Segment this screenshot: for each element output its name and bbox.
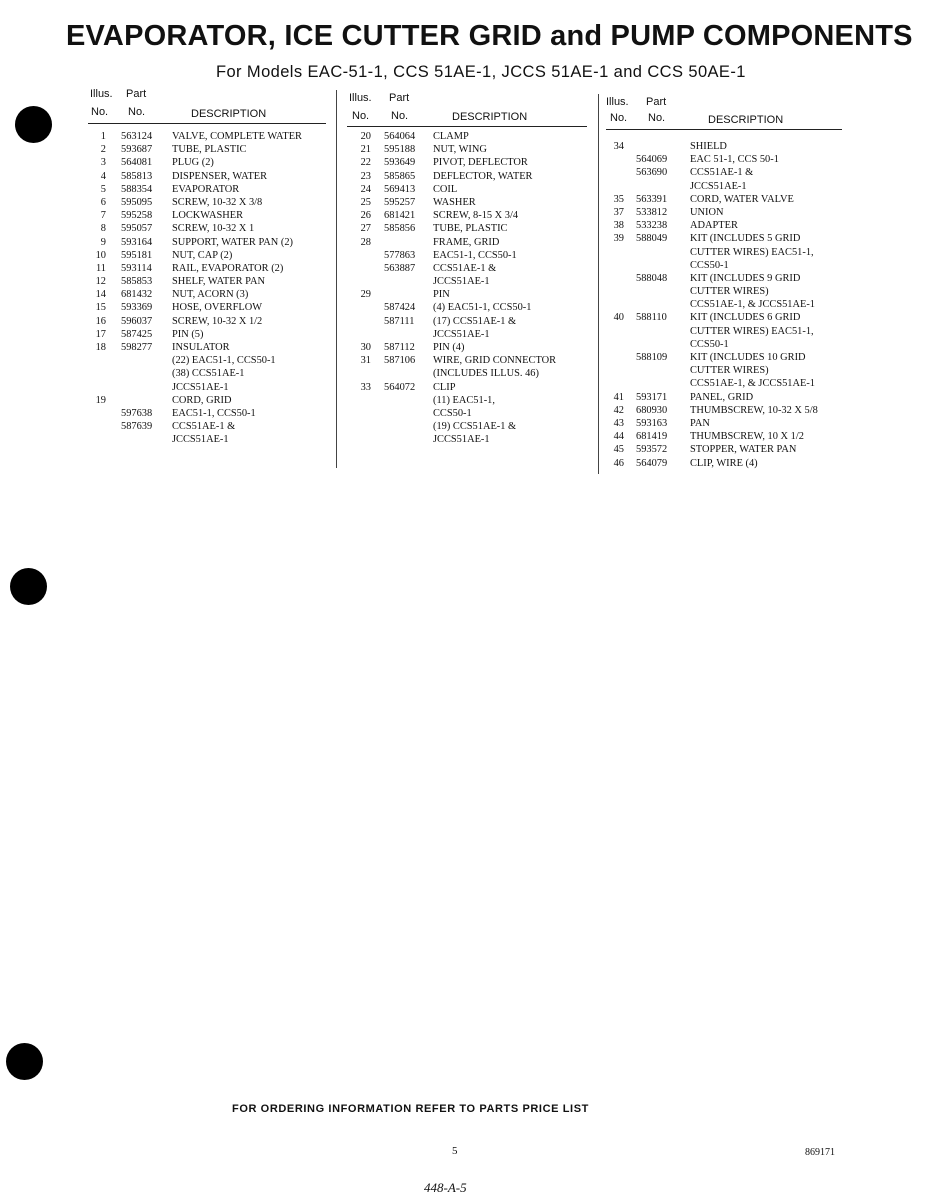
part-description: FRAME, GRID xyxy=(433,236,500,248)
part-row xyxy=(606,140,846,153)
part-number: 585813 xyxy=(121,170,153,182)
part-description: PIN xyxy=(433,289,450,301)
part-no-label: No. xyxy=(648,112,666,124)
part-row xyxy=(88,433,328,446)
part-row xyxy=(88,156,328,169)
parts-rows xyxy=(347,130,587,447)
illus-number: 22 xyxy=(360,157,371,169)
part-row xyxy=(88,315,328,328)
part-number: 587106 xyxy=(384,355,416,367)
part-number: 587111 xyxy=(384,315,415,327)
part-number: 563391 xyxy=(636,193,668,205)
part-description: CCS50-1 xyxy=(690,259,729,271)
part-row xyxy=(606,206,846,219)
illus-number: 4 xyxy=(100,170,106,182)
part-number: 593163 xyxy=(636,417,668,429)
part-number: 577863 xyxy=(384,249,416,261)
illus-number: 11 xyxy=(95,262,106,274)
part-number: 587112 xyxy=(384,342,415,353)
part-description: EAC 51-1, CCS 50-1 xyxy=(690,154,779,166)
part-number: 593164 xyxy=(121,236,153,248)
parts-rows xyxy=(606,140,846,470)
illus-number: 9 xyxy=(100,236,106,248)
part-number: 533812 xyxy=(636,206,668,218)
part-row xyxy=(347,288,587,301)
part-description: PIVOT, DEFLECTOR xyxy=(433,157,528,169)
part-description: CCS51AE-1, & JCCS51AE-1 xyxy=(690,299,815,311)
parts-column-3 xyxy=(606,88,846,470)
part-row xyxy=(606,325,846,338)
illus-number: 12 xyxy=(95,276,106,288)
page-title: EVAPORATOR, ICE CUTTER GRID and PUMP COMPONENTS xyxy=(66,20,913,52)
column-divider-1 xyxy=(336,90,337,468)
illus-number: 29 xyxy=(360,289,371,301)
part-row xyxy=(347,433,587,446)
part-number: 569413 xyxy=(384,183,416,195)
part-row xyxy=(88,341,328,354)
part-description: SHELF, WATER PAN xyxy=(172,276,265,288)
part-description: NUT, CAP (2) xyxy=(172,249,233,261)
illus-label: Illus. xyxy=(349,92,372,104)
part-number: 598277 xyxy=(121,342,153,353)
part-number: 564081 xyxy=(121,157,153,169)
part-row xyxy=(606,246,846,259)
part-description: (19) CCS51AE-1 & xyxy=(433,421,517,433)
illus-number: 20 xyxy=(360,131,371,142)
part-description: CUTTER WIRES) xyxy=(690,365,769,377)
part-number: 588048 xyxy=(636,272,668,284)
part-row xyxy=(606,417,846,430)
part-row xyxy=(606,404,846,417)
part-number: 563124 xyxy=(121,131,153,142)
part-description: INSULATOR xyxy=(172,342,230,353)
part-row xyxy=(606,377,846,390)
part-number: 681421 xyxy=(384,210,416,222)
parts-rows xyxy=(88,130,328,447)
part-description: JCCS51AE-1 xyxy=(690,180,747,192)
part-description: SCREW, 8-15 X 3/4 xyxy=(433,210,519,222)
illus-number: 21 xyxy=(360,144,371,156)
part-description: JCCS51AE-1 xyxy=(433,276,490,288)
part-row xyxy=(347,130,587,143)
part-description: CCS51AE-1 & xyxy=(172,421,236,433)
part-description: (17) CCS51AE-1 & xyxy=(433,315,517,327)
part-row xyxy=(606,180,846,193)
part-number: 595188 xyxy=(384,144,416,156)
part-number: 680930 xyxy=(636,404,668,416)
part-row xyxy=(347,209,587,222)
illus-number: 6 xyxy=(100,196,106,208)
part-description: RAIL, EVAPORATOR (2) xyxy=(172,262,284,274)
part-description: THUMBSCREW, 10 X 1/2 xyxy=(690,431,804,443)
part-description: (38) CCS51AE-1 xyxy=(172,368,245,380)
part-no-label: No. xyxy=(128,106,146,118)
part-number: 597638 xyxy=(121,407,153,419)
illus-number: 41 xyxy=(613,391,624,403)
part-number: 595095 xyxy=(121,196,153,208)
illus-number: 38 xyxy=(613,220,624,232)
illus-label: Illus. xyxy=(606,96,629,108)
part-row xyxy=(88,328,328,341)
part-description: ADAPTER xyxy=(690,220,738,232)
part-description: JCCS51AE-1 xyxy=(433,434,490,446)
part-description: PAN xyxy=(690,417,710,429)
part-row xyxy=(88,407,328,420)
part-description: COIL xyxy=(433,183,458,195)
part-number: 585865 xyxy=(384,170,416,182)
part-description: CORD, WATER VALVE xyxy=(690,193,794,205)
part-row xyxy=(347,156,587,169)
part-row xyxy=(88,420,328,433)
part-number: 593369 xyxy=(121,302,153,314)
document-number: 869171 xyxy=(805,1147,835,1158)
part-description: STOPPER, WATER PAN xyxy=(690,444,797,456)
part-row xyxy=(606,443,846,456)
part-description: DEFLECTOR, WATER xyxy=(433,170,533,182)
part-description: SUPPORT, WATER PAN (2) xyxy=(172,236,294,248)
part-row xyxy=(347,143,587,156)
part-description: EAC51-1, CCS50-1 xyxy=(172,407,256,419)
part-description: CLAMP xyxy=(433,131,469,142)
part-row xyxy=(606,272,846,285)
part-row xyxy=(88,367,328,380)
part-row xyxy=(606,219,846,232)
part-row xyxy=(347,170,587,183)
illus-number: 40 xyxy=(613,312,624,324)
part-description: NUT, ACORN (3) xyxy=(172,289,249,301)
illus-number: 39 xyxy=(613,233,624,245)
column-header xyxy=(88,88,328,130)
part-label: Part xyxy=(646,96,667,108)
part-row xyxy=(347,367,587,380)
part-row xyxy=(606,338,846,351)
part-row xyxy=(88,354,328,367)
illus-number: 17 xyxy=(95,328,106,340)
description-label: DESCRIPTION xyxy=(452,111,528,123)
part-description: KIT (INCLUDES 6 GRID xyxy=(690,312,801,324)
part-row xyxy=(606,430,846,443)
punch-hole-top xyxy=(15,106,52,143)
part-row xyxy=(88,209,328,222)
part-number: 564072 xyxy=(384,381,416,393)
part-description: CORD, GRID xyxy=(172,394,232,406)
part-number: 564064 xyxy=(384,131,416,142)
part-number: 585856 xyxy=(384,223,416,235)
part-number: 587424 xyxy=(384,302,416,314)
part-number: 533238 xyxy=(636,220,668,232)
illus-number: 2 xyxy=(100,144,106,156)
part-row xyxy=(347,196,587,209)
part-label: Part xyxy=(126,88,147,100)
illus-number: 30 xyxy=(360,342,371,353)
part-row xyxy=(606,153,846,166)
part-row xyxy=(88,288,328,301)
part-row xyxy=(606,298,846,311)
part-row xyxy=(88,183,328,196)
illus-number: 1 xyxy=(100,131,106,142)
part-row xyxy=(347,354,587,367)
part-row xyxy=(88,170,328,183)
part-no-label: No. xyxy=(391,110,409,122)
part-description: JCCS51AE-1 xyxy=(172,381,229,393)
part-description: VALVE, COMPLETE WATER xyxy=(172,131,302,142)
column-divider-2 xyxy=(598,94,599,474)
part-description: PIN (4) xyxy=(433,342,465,353)
part-row xyxy=(347,315,587,328)
part-row xyxy=(347,420,587,433)
part-description: CCS51AE-1, & JCCS51AE-1 xyxy=(690,378,815,390)
illus-number: 44 xyxy=(613,431,624,443)
column-header xyxy=(606,96,846,138)
part-row xyxy=(606,232,846,245)
illus-number: 15 xyxy=(95,302,106,314)
part-number: 563887 xyxy=(384,262,416,274)
illus-no-label: No. xyxy=(610,112,628,124)
illus-number: 3 xyxy=(100,157,106,169)
header-rule xyxy=(88,123,326,124)
illus-number: 37 xyxy=(613,206,624,218)
part-description: CUTTER WIRES) xyxy=(690,286,769,298)
illus-label: Illus. xyxy=(90,88,113,100)
part-row xyxy=(88,394,328,407)
part-description: PLUG (2) xyxy=(172,157,214,169)
part-description: CUTTER WIRES) EAC51-1, xyxy=(690,246,814,258)
part-row xyxy=(347,222,587,235)
illus-number: 34 xyxy=(613,141,624,152)
part-description: THUMBSCREW, 10-32 X 5/8 xyxy=(690,404,818,416)
part-row xyxy=(606,259,846,272)
part-description: LOCKWASHER xyxy=(172,210,244,222)
part-description: JCCS51AE-1 xyxy=(433,328,490,340)
part-number: 593649 xyxy=(384,157,416,169)
part-number: 564079 xyxy=(636,457,668,469)
illus-number: 16 xyxy=(95,315,106,327)
illus-number: 19 xyxy=(95,394,106,406)
part-row xyxy=(347,301,587,314)
part-number: 596037 xyxy=(121,315,153,327)
parts-column-2 xyxy=(347,88,587,447)
part-row xyxy=(88,381,328,394)
illus-number: 26 xyxy=(360,210,371,222)
handwritten-note: 448-A-5 xyxy=(424,1180,467,1195)
part-row xyxy=(347,341,587,354)
part-description: EAC51-1, CCS50-1 xyxy=(433,249,517,261)
part-description: UNION xyxy=(690,206,724,218)
part-description: KIT (INCLUDES 10 GRID xyxy=(690,352,806,363)
part-description: NUT, WING xyxy=(433,144,487,156)
description-label: DESCRIPTION xyxy=(708,114,784,126)
part-number: 595181 xyxy=(121,249,153,261)
illus-no-label: No. xyxy=(352,110,370,122)
part-row xyxy=(88,143,328,156)
part-number: 681419 xyxy=(636,431,668,443)
part-description: (22) EAC51-1, CCS50-1 xyxy=(172,355,276,367)
part-description: SHIELD xyxy=(690,141,727,152)
part-row xyxy=(606,166,846,179)
part-row xyxy=(606,311,846,324)
illus-number: 42 xyxy=(613,404,624,416)
part-description: CUTTER WIRES) EAC51-1, xyxy=(690,325,814,337)
part-number: 593687 xyxy=(121,144,153,156)
part-description: KIT (INCLUDES 9 GRID xyxy=(690,272,801,284)
part-row xyxy=(606,391,846,404)
part-description: HOSE, OVERFLOW xyxy=(172,302,263,314)
illus-number: 35 xyxy=(613,193,624,205)
part-row xyxy=(347,275,587,288)
illus-number: 18 xyxy=(95,342,106,353)
part-description: KIT (INCLUDES 5 GRID xyxy=(690,233,801,245)
page-number: 5 xyxy=(452,1145,458,1157)
part-description: WASHER xyxy=(433,196,476,208)
part-number: 588354 xyxy=(121,183,153,195)
part-description: TUBE, PLASTIC xyxy=(172,144,247,156)
illus-number: 5 xyxy=(100,183,106,195)
part-row xyxy=(347,249,587,262)
illus-number: 8 xyxy=(100,223,106,235)
illus-number: 10 xyxy=(95,249,106,261)
illus-number: 14 xyxy=(95,289,106,301)
part-description: (4) EAC51-1, CCS50-1 xyxy=(433,302,532,314)
part-number: 585853 xyxy=(121,276,153,288)
part-number: 595057 xyxy=(121,223,153,235)
part-row xyxy=(347,407,587,420)
part-row xyxy=(88,275,328,288)
part-number: 595257 xyxy=(384,196,416,208)
part-row xyxy=(347,183,587,196)
part-description: (11) EAC51-1, xyxy=(433,394,495,406)
illus-number: 31 xyxy=(360,355,371,367)
part-row xyxy=(606,351,846,364)
part-description: SCREW, 10-32 X 1/2 xyxy=(172,315,263,327)
illus-number: 24 xyxy=(360,183,371,195)
part-row xyxy=(88,249,328,262)
part-description: PIN (5) xyxy=(172,328,204,340)
part-description: TUBE, PLASTIC xyxy=(433,223,508,235)
ordering-note: FOR ORDERING INFORMATION REFER TO PARTS PRICE LIST xyxy=(232,1103,589,1115)
part-description: JCCS51AE-1 xyxy=(172,434,229,446)
punch-hole-bottom xyxy=(6,1043,43,1080)
part-row xyxy=(347,236,587,249)
illus-number: 33 xyxy=(360,381,371,393)
header-rule xyxy=(347,126,587,127)
part-row xyxy=(347,381,587,394)
part-number: 593572 xyxy=(636,444,668,456)
illus-no-label: No. xyxy=(91,106,109,118)
header-rule xyxy=(606,129,842,130)
part-number: 593171 xyxy=(636,391,668,403)
part-description: SCREW, 10-32 X 1 xyxy=(172,223,255,235)
part-row xyxy=(606,457,846,470)
part-row xyxy=(88,236,328,249)
column-header xyxy=(347,88,587,130)
part-row xyxy=(88,262,328,275)
part-row xyxy=(606,285,846,298)
part-row xyxy=(347,394,587,407)
part-description: EVAPORATOR xyxy=(172,183,240,195)
illus-number: 25 xyxy=(360,196,371,208)
part-row xyxy=(88,301,328,314)
illus-number: 23 xyxy=(360,170,371,182)
illus-number: 43 xyxy=(613,417,624,429)
part-description: SCREW, 10-32 X 3/8 xyxy=(172,196,263,208)
part-number: 563690 xyxy=(636,167,668,179)
part-description: CLIP, WIRE (4) xyxy=(690,457,758,469)
illus-number: 46 xyxy=(613,457,624,469)
part-row xyxy=(88,222,328,235)
part-description: CCS51AE-1 & xyxy=(690,167,754,179)
part-number: 564069 xyxy=(636,154,668,166)
part-number: 588049 xyxy=(636,233,668,245)
part-number: 587425 xyxy=(121,328,153,340)
part-description: CLIP xyxy=(433,381,456,393)
parts-column-1 xyxy=(88,88,328,447)
part-description: CCS51AE-1 & xyxy=(433,262,497,274)
part-description: (INCLUDES ILLUS. 46) xyxy=(433,368,539,380)
part-row xyxy=(606,193,846,206)
part-number: 588110 xyxy=(636,312,667,324)
part-description: PANEL, GRID xyxy=(690,391,754,403)
part-description: CCS50-1 xyxy=(690,338,729,350)
illus-number: 27 xyxy=(360,223,371,235)
illus-number: 28 xyxy=(360,236,371,248)
punch-hole-middle xyxy=(10,568,47,605)
part-row xyxy=(347,262,587,275)
part-number: 587639 xyxy=(121,421,153,433)
part-row xyxy=(347,328,587,341)
description-label: DESCRIPTION xyxy=(191,108,267,120)
part-number: 595258 xyxy=(121,210,153,222)
part-label: Part xyxy=(389,92,410,104)
page-subtitle: For Models EAC-51-1, CCS 51AE-1, JCCS 51AE-1 and CCS 50AE-1 xyxy=(216,63,746,81)
part-description: DISPENSER, WATER xyxy=(172,170,268,182)
part-number: 588109 xyxy=(636,352,668,363)
part-row xyxy=(88,130,328,143)
part-number: 681432 xyxy=(121,289,153,301)
part-description: WIRE, GRID CONNECTOR xyxy=(433,355,557,367)
part-number: 593114 xyxy=(121,262,152,274)
part-row xyxy=(606,364,846,377)
part-row xyxy=(88,196,328,209)
part-description: CCS50-1 xyxy=(433,407,472,419)
illus-number: 45 xyxy=(613,444,624,456)
illus-number: 7 xyxy=(100,210,106,222)
